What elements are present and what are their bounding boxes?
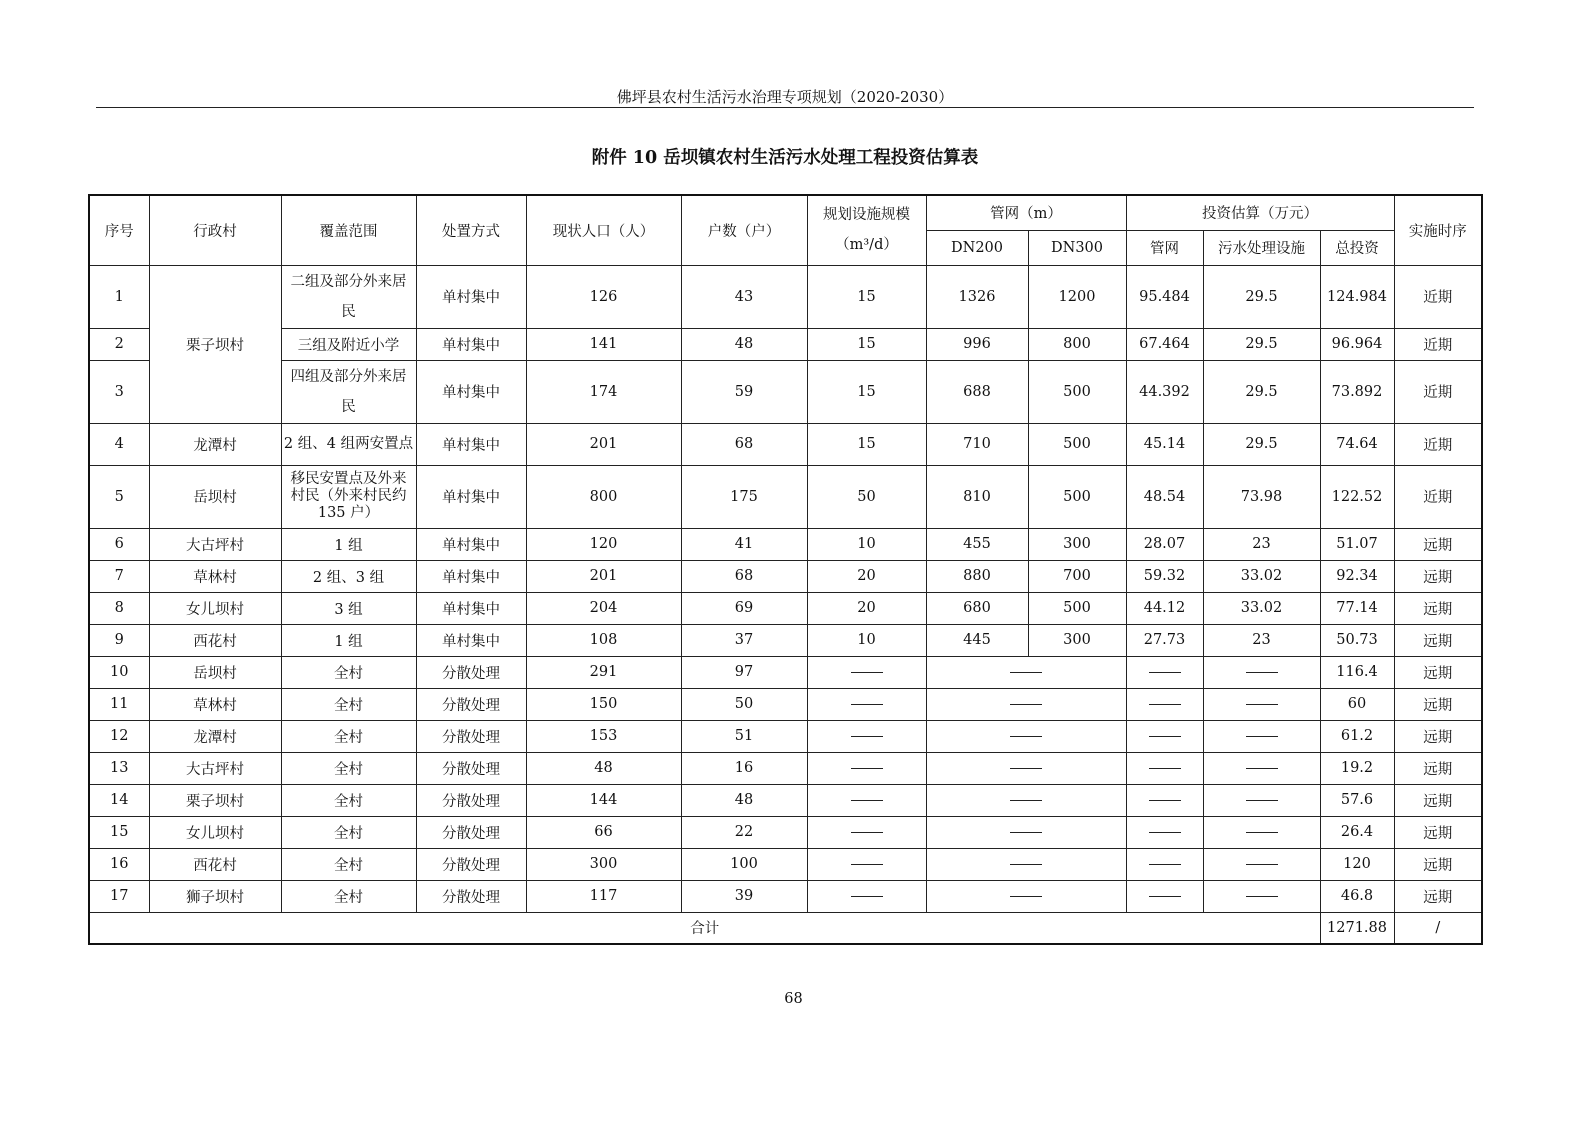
cell-pipe-invest-empty — [1126, 720, 1203, 752]
dash-mark — [1010, 864, 1042, 865]
cell-households: 16 — [681, 752, 807, 784]
cell-pipe-invest: 59.32 — [1126, 560, 1203, 592]
cell-village: 女儿坝村 — [149, 816, 281, 848]
cell-dn300: 800 — [1028, 328, 1126, 360]
cell-coverage: 三组及附近小学 — [281, 328, 416, 360]
cell-total: 96.964 — [1320, 328, 1394, 360]
cell-method: 分散处理 — [416, 816, 526, 848]
cell-scale-empty — [807, 688, 926, 720]
cell-households: 100 — [681, 848, 807, 880]
cell-pipe-empty — [926, 880, 1126, 912]
table-row — [89, 720, 1482, 752]
dash-mark — [851, 768, 883, 769]
page-number: 68 — [784, 991, 803, 1007]
cell-households: 37 — [681, 624, 807, 656]
cell-schedule: 远期 — [1394, 784, 1482, 816]
cell-schedule: 近期 — [1394, 465, 1482, 528]
cell-seq: 9 — [89, 624, 149, 656]
dash-mark — [1246, 736, 1278, 737]
dispersed-rows — [89, 656, 1482, 912]
cell-scale-empty — [807, 784, 926, 816]
cell-facility-invest: 29.5 — [1203, 360, 1320, 423]
cell-dn200: 445 — [926, 624, 1028, 656]
table-row — [89, 816, 1482, 848]
cell-dn200: 455 — [926, 528, 1028, 560]
cell-method: 分散处理 — [416, 656, 526, 688]
cell-population: 800 — [526, 465, 681, 528]
dash-mark — [851, 704, 883, 705]
cell-facility-invest: 29.5 — [1203, 423, 1320, 465]
cell-total: 61.2 — [1320, 720, 1394, 752]
cell-population: 144 — [526, 784, 681, 816]
cell-scale: 10 — [807, 528, 926, 560]
cell-coverage: 全村 — [281, 752, 416, 784]
dash-mark — [851, 800, 883, 801]
table-row — [89, 592, 1482, 624]
header-village: 行政村 — [149, 195, 281, 265]
cell-method: 单村集中 — [416, 265, 526, 328]
table-footer — [89, 912, 1482, 944]
cell-coverage: 1 组 — [281, 624, 416, 656]
cell-method: 单村集中 — [416, 592, 526, 624]
header-scale-line2: （m³/d） — [835, 237, 898, 254]
cell-pipe-empty — [926, 752, 1126, 784]
header-seq: 序号 — [89, 195, 149, 265]
cell-pipe-invest-empty — [1126, 848, 1203, 880]
cell-method: 单村集中 — [416, 560, 526, 592]
cell-households: 97 — [681, 656, 807, 688]
cell-pipe-empty — [926, 784, 1126, 816]
cell-facility-invest: 33.02 — [1203, 592, 1320, 624]
cell-coverage: 全村 — [281, 720, 416, 752]
cell-seq: 3 — [89, 360, 149, 423]
cell-seq: 1 — [89, 265, 149, 328]
cell-village: 大古坪村 — [149, 528, 281, 560]
cell-seq: 4 — [89, 423, 149, 465]
dash-mark — [1149, 736, 1181, 737]
cell-village: 西花村 — [149, 848, 281, 880]
cell-pipe-invest: 44.12 — [1126, 592, 1203, 624]
total-value: 1271.88 — [1320, 912, 1394, 944]
cell-households: 22 — [681, 816, 807, 848]
cell-scale: 15 — [807, 423, 926, 465]
cell-facility-invest: 33.02 — [1203, 560, 1320, 592]
cell-facility-invest-empty — [1203, 752, 1320, 784]
cell-population: 141 — [526, 328, 681, 360]
table-row — [89, 656, 1482, 688]
table-header — [89, 195, 1482, 265]
cell-total: 124.984 — [1320, 265, 1394, 328]
cell-schedule: 远期 — [1394, 624, 1482, 656]
cell-dn200: 688 — [926, 360, 1028, 423]
cell-dn200: 880 — [926, 560, 1028, 592]
cell-scale-empty — [807, 752, 926, 784]
header-invest-group: 投资估算（万元） — [1126, 195, 1394, 230]
dash-mark — [1149, 832, 1181, 833]
table-title: 附件 10 岳坝镇农村生活污水处理工程投资估算表 — [591, 148, 979, 168]
cell-facility-invest-empty — [1203, 816, 1320, 848]
cell-seq: 5 — [89, 465, 149, 528]
header-schedule: 实施时序 — [1394, 195, 1482, 265]
cell-method: 单村集中 — [416, 360, 526, 423]
cell-total: 116.4 — [1320, 656, 1394, 688]
table-row — [89, 528, 1482, 560]
header-dn200: DN200 — [926, 230, 1028, 265]
cell-facility-invest-empty — [1203, 688, 1320, 720]
table-row — [89, 880, 1482, 912]
cell-dn300: 500 — [1028, 592, 1126, 624]
cell-total: 60 — [1320, 688, 1394, 720]
cell-pipe-empty — [926, 688, 1126, 720]
cell-pipe-invest: 45.14 — [1126, 423, 1203, 465]
cell-dn200: 1326 — [926, 265, 1028, 328]
header-population: 现状人口（人） — [526, 195, 681, 265]
cell-dn300: 500 — [1028, 423, 1126, 465]
cell-schedule: 近期 — [1394, 265, 1482, 328]
dash-mark — [1149, 672, 1181, 673]
cell-facility-invest-empty — [1203, 656, 1320, 688]
dash-mark — [851, 864, 883, 865]
dash-mark — [1149, 800, 1181, 801]
cell-pipe-invest-empty — [1126, 688, 1203, 720]
table-row — [89, 624, 1482, 656]
cell-seq: 17 — [89, 880, 149, 912]
cell-scale: 20 — [807, 592, 926, 624]
cell-method: 分散处理 — [416, 784, 526, 816]
cell-households: 175 — [681, 465, 807, 528]
table-row — [89, 328, 1482, 360]
dash-mark — [1246, 832, 1278, 833]
cell-total: 120 — [1320, 848, 1394, 880]
table-row — [89, 752, 1482, 784]
cell-population: 300 — [526, 848, 681, 880]
cell-seq: 16 — [89, 848, 149, 880]
dash-mark — [851, 672, 883, 673]
cell-seq: 7 — [89, 560, 149, 592]
header-scale-line1: 规划设施规模 — [823, 207, 910, 224]
cell-households: 43 — [681, 265, 807, 328]
cell-village: 女儿坝村 — [149, 592, 281, 624]
cell-method: 单村集中 — [416, 423, 526, 465]
table-row — [89, 423, 1482, 465]
cell-population: 126 — [526, 265, 681, 328]
cell-village: 草林村 — [149, 688, 281, 720]
cell-seq: 8 — [89, 592, 149, 624]
cell-population: 201 — [526, 560, 681, 592]
cell-seq: 13 — [89, 752, 149, 784]
cell-village: 草林村 — [149, 560, 281, 592]
dash-mark — [1149, 896, 1181, 897]
header-facility-invest: 污水处理设施 — [1203, 230, 1320, 265]
dash-mark — [1246, 768, 1278, 769]
table-body — [89, 265, 1482, 656]
cell-households: 41 — [681, 528, 807, 560]
cell-coverage: 全村 — [281, 880, 416, 912]
dash-mark — [1010, 896, 1042, 897]
cell-method: 分散处理 — [416, 688, 526, 720]
page-header: 佛坪县农村生活污水治理专项规划（2020-2030） — [616, 88, 954, 106]
cell-method: 单村集中 — [416, 624, 526, 656]
cell-scale: 10 — [807, 624, 926, 656]
cell-total: 92.34 — [1320, 560, 1394, 592]
cell-facility-invest-empty — [1203, 880, 1320, 912]
header-total-invest: 总投资 — [1320, 230, 1394, 265]
cell-population: 120 — [526, 528, 681, 560]
cell-scale: 15 — [807, 265, 926, 328]
cell-village: 栗子坝村 — [149, 265, 281, 423]
cell-scale: 15 — [807, 328, 926, 360]
dash-mark — [851, 832, 883, 833]
cell-schedule: 远期 — [1394, 560, 1482, 592]
cell-population: 108 — [526, 624, 681, 656]
header-pipe-group: 管网（m） — [926, 195, 1126, 230]
table-row — [89, 560, 1482, 592]
cell-dn200: 996 — [926, 328, 1028, 360]
cell-schedule: 远期 — [1394, 528, 1482, 560]
cell-pipe-invest-empty — [1126, 880, 1203, 912]
cell-seq: 2 — [89, 328, 149, 360]
cell-village: 狮子坝村 — [149, 880, 281, 912]
cell-coverage: 2 组、3 组 — [281, 560, 416, 592]
cell-schedule: 近期 — [1394, 423, 1482, 465]
cell-coverage: 全村 — [281, 848, 416, 880]
cell-pipe-invest-empty — [1126, 752, 1203, 784]
cell-population: 153 — [526, 720, 681, 752]
cell-seq: 6 — [89, 528, 149, 560]
dash-mark — [1010, 832, 1042, 833]
cell-facility-invest: 29.5 — [1203, 265, 1320, 328]
cell-dn300: 700 — [1028, 560, 1126, 592]
cell-schedule: 远期 — [1394, 848, 1482, 880]
cell-households: 51 — [681, 720, 807, 752]
cell-schedule: 远期 — [1394, 752, 1482, 784]
cell-facility-invest-empty — [1203, 784, 1320, 816]
cell-pipe-invest: 67.464 — [1126, 328, 1203, 360]
table-row — [89, 360, 1482, 423]
dash-mark — [1149, 768, 1181, 769]
cell-households: 39 — [681, 880, 807, 912]
cell-households: 69 — [681, 592, 807, 624]
cell-seq: 10 — [89, 656, 149, 688]
header-coverage: 覆盖范围 — [281, 195, 416, 265]
cell-dn200: 710 — [926, 423, 1028, 465]
cell-scale-empty — [807, 880, 926, 912]
cell-pipe-invest-empty — [1126, 784, 1203, 816]
cell-pipe-invest: 95.484 — [1126, 265, 1203, 328]
cell-village: 大古坪村 — [149, 752, 281, 784]
cell-seq: 11 — [89, 688, 149, 720]
cell-coverage: 2 组、4 组两安置点 — [281, 423, 416, 465]
cell-total: 26.4 — [1320, 816, 1394, 848]
table-row — [89, 848, 1482, 880]
cell-coverage: 四组及部分外来居民 — [281, 360, 416, 423]
cell-coverage: 全村 — [281, 656, 416, 688]
cell-pipe-invest-empty — [1126, 816, 1203, 848]
header-dn300: DN300 — [1028, 230, 1126, 265]
cell-seq: 14 — [89, 784, 149, 816]
cell-method: 分散处理 — [416, 752, 526, 784]
cell-coverage: 移民安置点及外来村民（外来村民约 135 户） — [281, 465, 416, 528]
cell-dn300: 500 — [1028, 360, 1126, 423]
cell-households: 59 — [681, 360, 807, 423]
cell-coverage: 全村 — [281, 816, 416, 848]
header-scale — [807, 195, 926, 265]
cell-total: 19.2 — [1320, 752, 1394, 784]
cell-method: 分散处理 — [416, 720, 526, 752]
total-label: 合计 — [89, 912, 1320, 944]
cell-coverage: 全村 — [281, 784, 416, 816]
cell-method: 单村集中 — [416, 328, 526, 360]
cell-schedule: 远期 — [1394, 720, 1482, 752]
cell-households: 48 — [681, 784, 807, 816]
cell-facility-invest-empty — [1203, 848, 1320, 880]
cell-pipe-empty — [926, 720, 1126, 752]
cell-population: 150 — [526, 688, 681, 720]
table-row — [89, 784, 1482, 816]
cell-population: 66 — [526, 816, 681, 848]
cell-schedule: 远期 — [1394, 880, 1482, 912]
dash-mark — [851, 736, 883, 737]
cell-population: 48 — [526, 752, 681, 784]
cell-total: 74.64 — [1320, 423, 1394, 465]
cell-facility-invest: 23 — [1203, 528, 1320, 560]
cell-method: 分散处理 — [416, 848, 526, 880]
cell-scale: 50 — [807, 465, 926, 528]
cell-population: 174 — [526, 360, 681, 423]
header-households: 户数（户） — [681, 195, 807, 265]
dash-mark — [1246, 896, 1278, 897]
total-row — [89, 912, 1482, 944]
cell-coverage: 3 组 — [281, 592, 416, 624]
cell-coverage: 二组及部分外来居民 — [281, 265, 416, 328]
cell-dn300: 300 — [1028, 528, 1126, 560]
cell-total: 73.892 — [1320, 360, 1394, 423]
cell-schedule: 近期 — [1394, 360, 1482, 423]
cell-method: 分散处理 — [416, 880, 526, 912]
dash-mark — [1246, 704, 1278, 705]
cell-facility-invest-empty — [1203, 720, 1320, 752]
cell-total: 77.14 — [1320, 592, 1394, 624]
cell-population: 204 — [526, 592, 681, 624]
cell-households: 68 — [681, 560, 807, 592]
dash-mark — [1149, 864, 1181, 865]
investment-table — [88, 194, 1483, 945]
cell-pipe-invest: 48.54 — [1126, 465, 1203, 528]
cell-scale: 20 — [807, 560, 926, 592]
cell-facility-invest: 29.5 — [1203, 328, 1320, 360]
cell-pipe-invest: 44.392 — [1126, 360, 1203, 423]
cell-schedule: 远期 — [1394, 592, 1482, 624]
cell-schedule: 近期 — [1394, 328, 1482, 360]
dash-mark — [1246, 672, 1278, 673]
cell-seq: 15 — [89, 816, 149, 848]
cell-dn200: 810 — [926, 465, 1028, 528]
header-pipe-invest: 管网 — [1126, 230, 1203, 265]
table-row — [89, 465, 1482, 528]
cell-households: 48 — [681, 328, 807, 360]
cell-population: 291 — [526, 656, 681, 688]
cell-schedule: 远期 — [1394, 656, 1482, 688]
cell-village: 西花村 — [149, 624, 281, 656]
total-schedule: / — [1394, 912, 1482, 944]
cell-population: 117 — [526, 880, 681, 912]
header-method: 处置方式 — [416, 195, 526, 265]
cell-seq: 12 — [89, 720, 149, 752]
cell-scale-empty — [807, 816, 926, 848]
dash-mark — [1246, 800, 1278, 801]
dash-mark — [1246, 864, 1278, 865]
cell-pipe-invest: 28.07 — [1126, 528, 1203, 560]
cell-dn200: 680 — [926, 592, 1028, 624]
table-row — [89, 265, 1482, 328]
dash-mark — [1010, 800, 1042, 801]
cell-dn300: 1200 — [1028, 265, 1126, 328]
cell-method: 单村集中 — [416, 528, 526, 560]
cell-total: 57.6 — [1320, 784, 1394, 816]
cell-schedule: 远期 — [1394, 816, 1482, 848]
cell-method: 单村集中 — [416, 465, 526, 528]
cell-coverage: 全村 — [281, 688, 416, 720]
cell-dn300: 500 — [1028, 465, 1126, 528]
cell-pipe-invest: 27.73 — [1126, 624, 1203, 656]
cell-total: 51.07 — [1320, 528, 1394, 560]
cell-facility-invest: 23 — [1203, 624, 1320, 656]
cell-pipe-empty — [926, 816, 1126, 848]
table-row — [89, 688, 1482, 720]
cell-coverage: 1 组 — [281, 528, 416, 560]
dash-mark — [1149, 704, 1181, 705]
cell-scale: 15 — [807, 360, 926, 423]
cell-pipe-invest-empty — [1126, 656, 1203, 688]
cell-households: 68 — [681, 423, 807, 465]
cell-pipe-empty — [926, 848, 1126, 880]
cell-pipe-empty — [926, 656, 1126, 688]
cell-village: 龙潭村 — [149, 423, 281, 465]
cell-scale-empty — [807, 656, 926, 688]
cell-households: 50 — [681, 688, 807, 720]
cell-village: 岳坝村 — [149, 465, 281, 528]
header-rule — [96, 107, 1474, 108]
cell-village: 栗子坝村 — [149, 784, 281, 816]
dash-mark — [1010, 768, 1042, 769]
cell-village: 龙潭村 — [149, 720, 281, 752]
cell-village: 岳坝村 — [149, 656, 281, 688]
cell-total: 122.52 — [1320, 465, 1394, 528]
dash-mark — [851, 896, 883, 897]
cell-total: 50.73 — [1320, 624, 1394, 656]
cell-schedule: 远期 — [1394, 688, 1482, 720]
dash-mark — [1010, 736, 1042, 737]
dash-mark — [1010, 704, 1042, 705]
cell-facility-invest: 73.98 — [1203, 465, 1320, 528]
cell-scale-empty — [807, 848, 926, 880]
dash-mark — [1010, 672, 1042, 673]
cell-scale-empty — [807, 720, 926, 752]
cell-total: 46.8 — [1320, 880, 1394, 912]
cell-population: 201 — [526, 423, 681, 465]
cell-dn300: 300 — [1028, 624, 1126, 656]
